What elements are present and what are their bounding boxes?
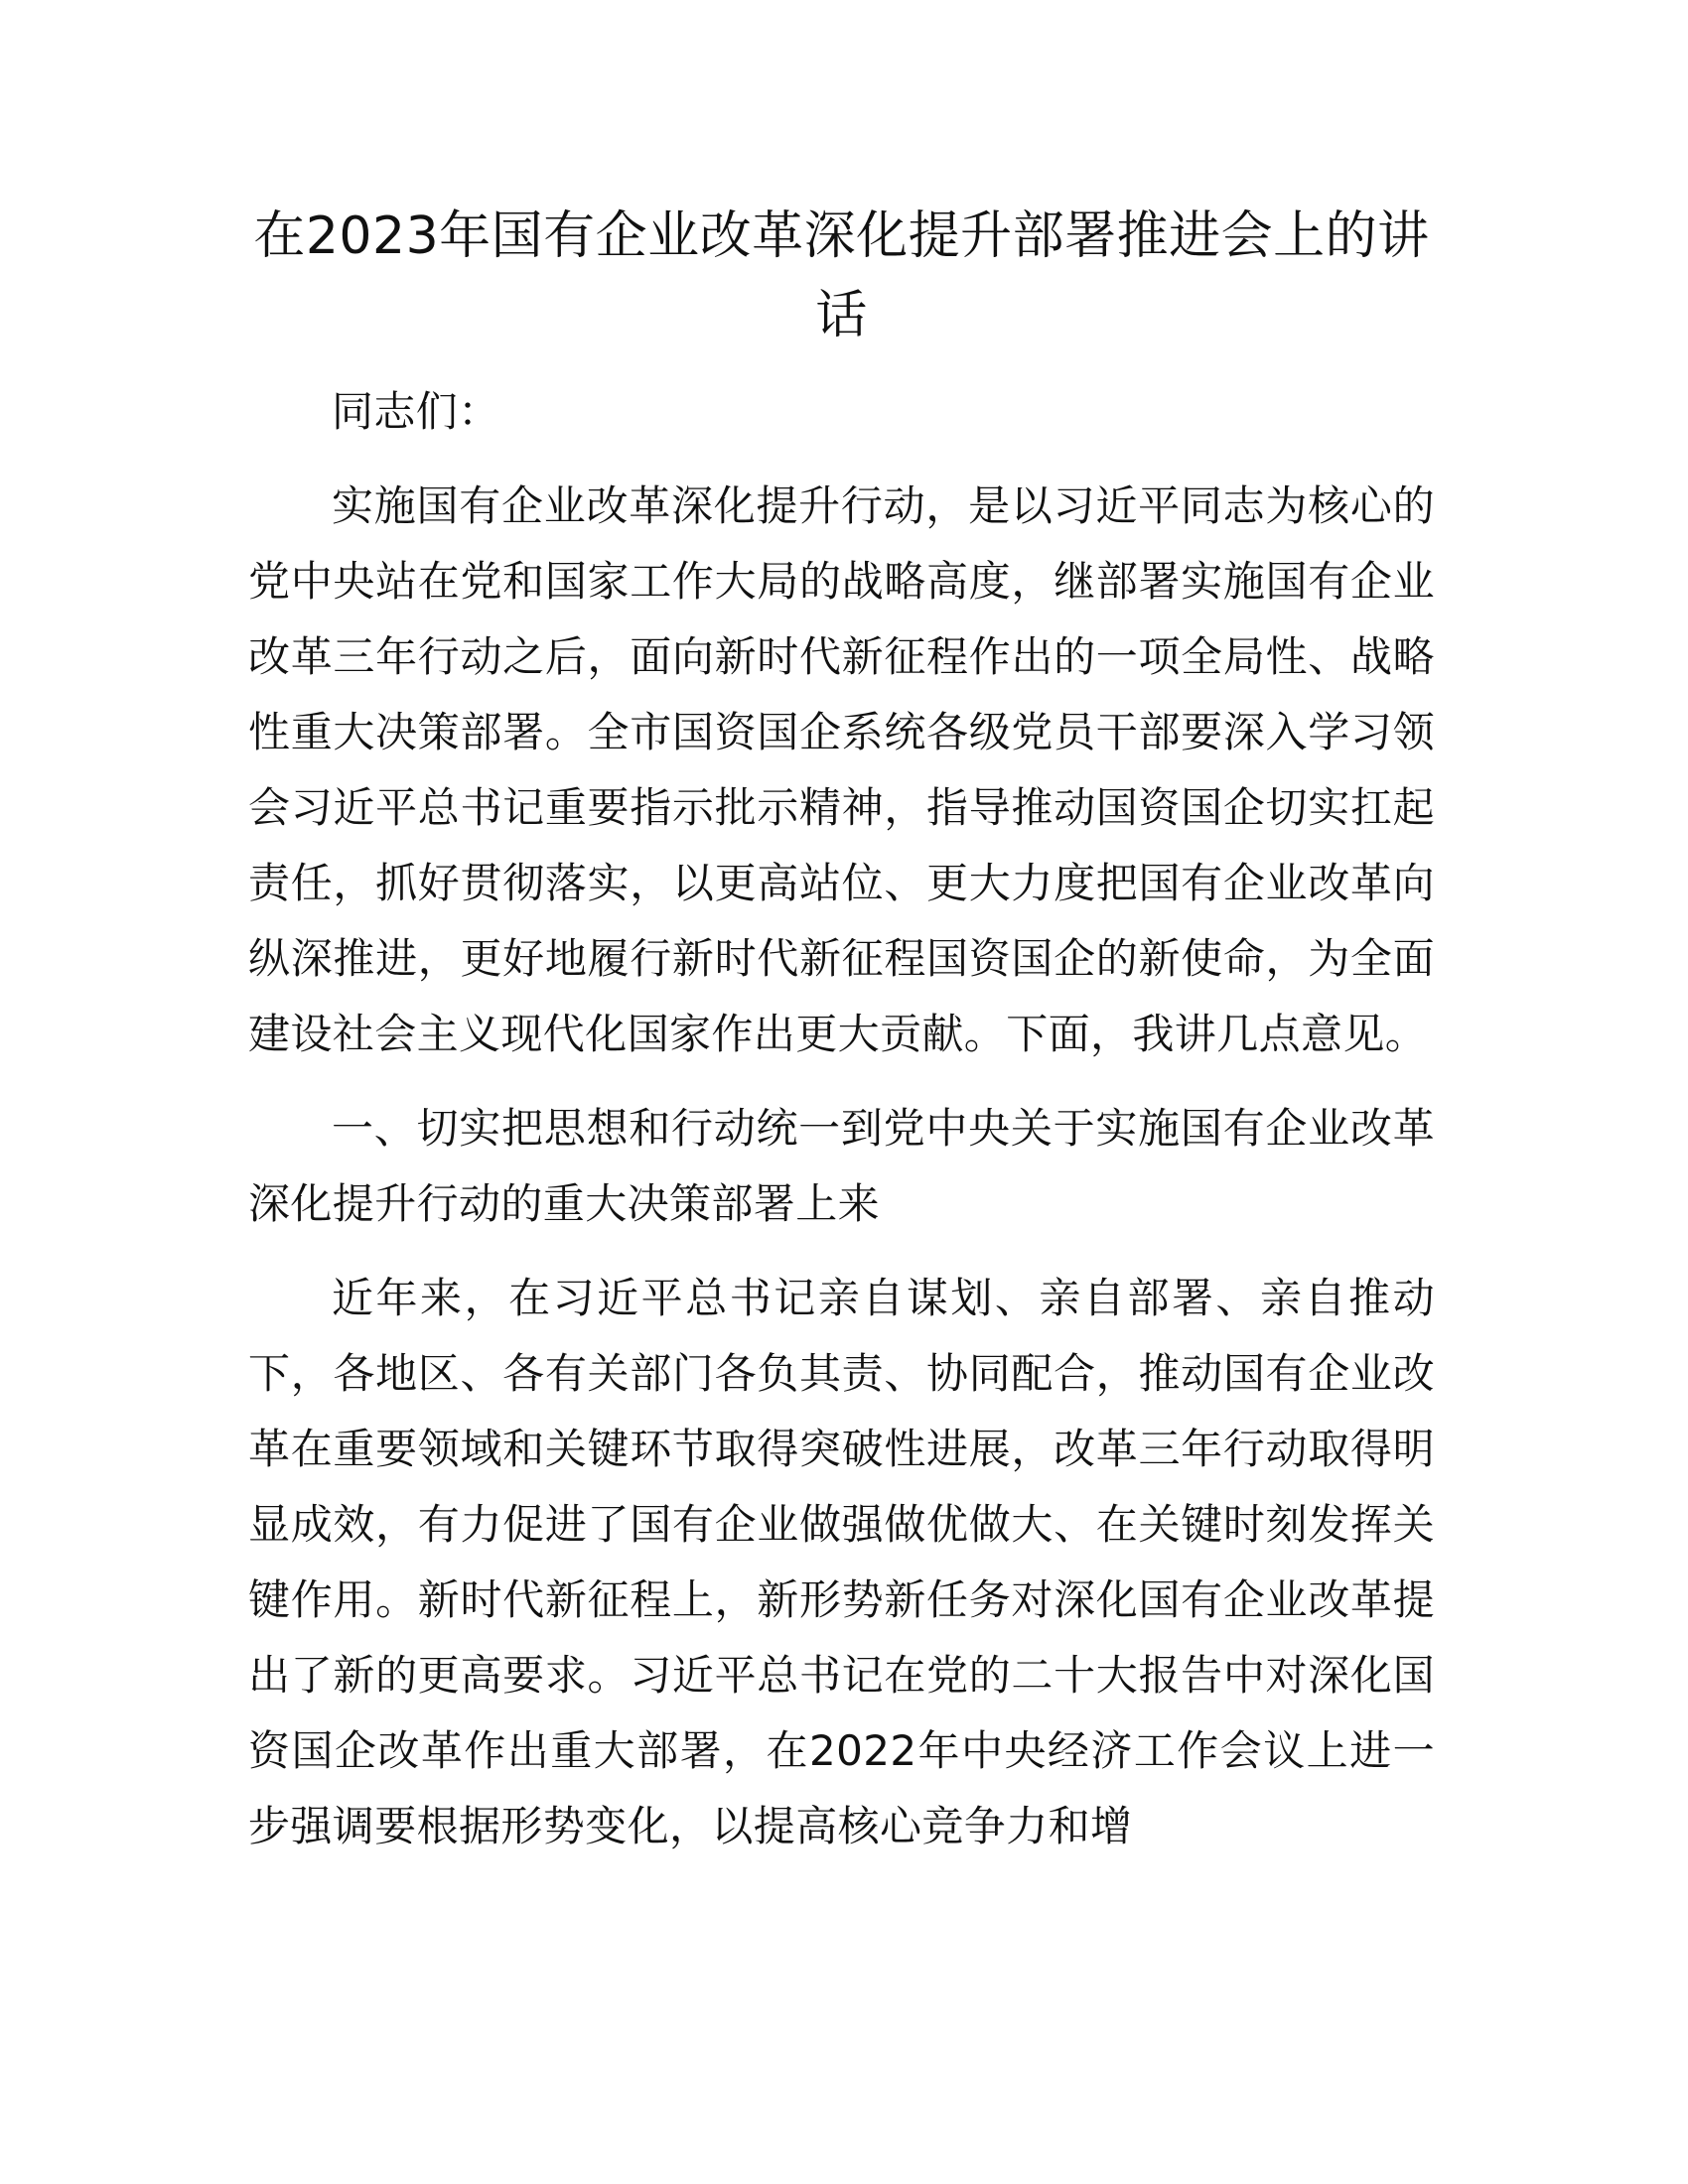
document-body bbox=[248, 197, 1435, 1883]
document-title: 在2023年国有企业改革深化提升部署推进会上的讲话 bbox=[253, 206, 1430, 345]
paragraph-section-1: 近年来，在习近平总书记亲自谋划、亲自部署、亲自推动下，各地区、各有关部门各负其责、协同配合，推动国有企业改革在重要领域和关键环节取得突破性进展，改革三年行动取得明显成效，有力促进了国有企业做强做优做大、在关键时刻发挥关键作用。新时代新征程上，新形势新任务对深化国有企业改革提出了新的更高要求。习近平总书记在党的二十大报告中对深化国资国企改革作出重大部署，在2022年中央经济工作会议上进一步强调要根据形势变化，以提高核心竞争力和增 bbox=[248, 1274, 1435, 1850]
section-heading-1: 一、切实把思想和行动统一到党中央关于实施国有企业改革深化提升行动的重大决策部署上来 bbox=[248, 1104, 1435, 1228]
paragraph-intro: 实施国有企业改革深化提升行动，是以习近平同志为核心的党中央站在党和国家工作大局的战略高度，继部署实施国有企业改革三年行动之后，面向新时代新征程作出的一项全局性、战略性重大决策部署。全市国资国企系统各级党员干部要深入学习领会习近平总书记重要指示批示精神，指导推动国资国企切实扛起责任，抓好贯彻落实，以更高站位、更大力度把国有企业改革向纵深推进，更好地履行新时代新征程国资国企的新使命，为全面建设社会主义现代化国家作出更大贡献。下面，我讲几点意见。 bbox=[248, 481, 1435, 1058]
salutation: 同志们： bbox=[332, 387, 500, 436]
